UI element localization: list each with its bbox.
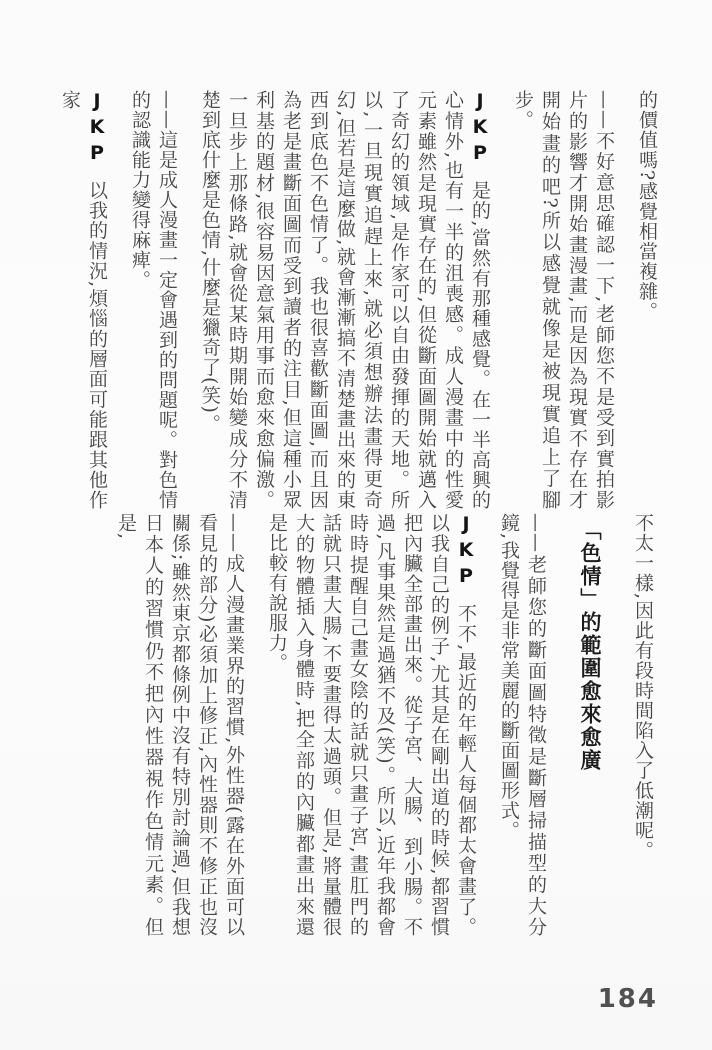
paragraph-text: 不太一樣,因此有段時間陷入了低潮呢。	[632, 513, 654, 861]
speaker-label: JKP	[469, 90, 491, 168]
top-text-block	[56, 90, 660, 510]
paragraph-text: ——這是成人漫畫一定會遇到的問題呢。對色情的認識能力變得麻痺。	[129, 90, 178, 510]
bottom-text-block	[112, 513, 656, 937]
speaker-label: JKP	[455, 513, 477, 591]
paragraph	[196, 90, 493, 510]
paragraph-text: ——不好意思確認一下,老師您不是受到實拍影片的影響才開始畫漫畫,而是因為現實不存在才開始畫的吧?所以感覺就像是被現實追上了腳步。	[512, 90, 615, 510]
paragraph-text: ——成人漫畫業界的習慣,外性器(露在外面可以看見的部分)必須加上修正,內性器則不修正也沒關係;雖然東京都條例中沒有特別討論過,但我想日本人的習慣仍不把內性器視作色情元素。但是,	[115, 513, 245, 937]
paragraph-text: ——老師您的斷面圖特徵是斷層掃描型的大分鏡,我覺得是非常美麗的斷面圖形式。	[498, 513, 547, 937]
page-number: 184	[597, 984, 658, 1014]
paragraph	[509, 90, 617, 510]
paragraph	[263, 513, 479, 937]
paragraph	[56, 90, 110, 510]
paragraph	[495, 513, 549, 937]
speaker-label: JKP	[86, 90, 108, 168]
paragraph	[126, 90, 180, 510]
paragraph-text: 的價值嗎?感覺相當複雜。	[636, 90, 658, 322]
paragraph-text: 以我的情況,煩惱的層面可能跟其他作家	[59, 90, 108, 510]
paragraph-text: 是的,當然有那種感覺。在一半高興的心情外,也有一半的沮喪感。成人漫畫中的性愛元素雖然是現實存在的,但從斷面圖開始就邁入了奇幻的領域,是作家可以自由發揮的天地。所以,一旦現實追趕上來,就必須想辦法畫得更奇幻,但若是這麼做,就會漸漸搞不清楚畫出來的東西到底色不色情了。我也很喜歡斷面圖,而且因為老是畫斷面圖而受到讀者的注目,但這種小眾利基的題材,很容易因意氣用事而愈來愈偏激。一旦步上那條路,就會從某時期開始變成分不清楚到底什麼是色情,什麼是獵奇了(笑)。	[199, 90, 491, 510]
paragraph	[629, 513, 656, 937]
paragraph	[112, 513, 247, 937]
section-heading: 「色情」的範圍愈來愈廣	[578, 519, 602, 772]
paragraph	[633, 90, 660, 510]
paragraph-text: 不不,最近的年輕人每個都太會畫了。以我自己的例子,尤其是在剛出道的時候,都習慣把內臟全部畫出來。從子宮、大腸、到小腸。不過,凡事果然是過猶不及(笑)。所以,近年我都會時時提醒自己畫女陰的話就只畫子宮,畫肛門的話就只畫大腸,不要畫得太過頭。但是,將量體很大的物體插入身體時,把全部的內臟都畫出來還是比較有說服力。	[266, 513, 477, 937]
